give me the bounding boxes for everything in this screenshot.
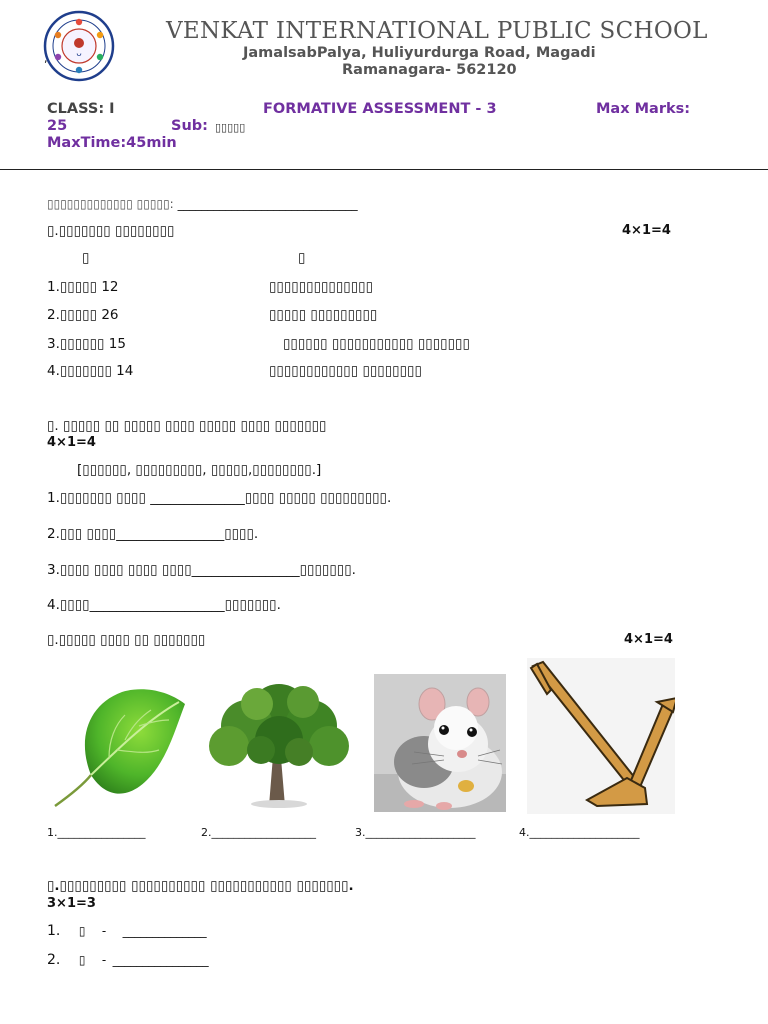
svg-text:ᴗ: ᴗ xyxy=(76,49,82,59)
student-name-label: ▯▯▯▯▯▯▯▯▯▯▯▯▯ ▯▯▯▯▯: xyxy=(47,197,174,211)
q4-item-1 xyxy=(47,923,207,939)
school-logo-icon xyxy=(43,10,115,82)
q4-item-1-letter: ▯ xyxy=(78,924,86,938)
school-name: VENKAT INTERNATIONAL PUBLIC SCHOOL xyxy=(166,18,708,44)
logo-side-mark: , xyxy=(44,52,48,65)
tree-icon xyxy=(199,676,359,814)
header-divider xyxy=(0,169,768,170)
q2-item-4-tail: ▯▯▯▯▯▯▯. xyxy=(224,597,281,613)
rat-picture xyxy=(374,674,506,812)
school-address-line2: Ramanagara- 562120 xyxy=(342,62,517,78)
q2-marks: 4×1=4 xyxy=(47,435,96,450)
q1-row-1-left: 1.▯▯▯▯▯ 12 xyxy=(47,279,119,295)
q2-item-4-blank[interactable]: ____________________ xyxy=(89,597,225,613)
q1-title: ▯.▯▯▯▯▯▯▯ ▯▯▯▯▯▯▯▯ xyxy=(47,223,175,239)
max-marks-label: Max Marks: xyxy=(596,101,691,117)
q3-title: ▯.▯▯▯▯▯ ▯▯▯▯ ▯▯ ▯▯▯▯▯▯▯ xyxy=(47,632,206,648)
q3-marks: 4×1=4 xyxy=(624,632,673,647)
q4-marks: 3×1=3 xyxy=(47,896,96,911)
subject-value: ▯▯▯▯▯ xyxy=(215,121,246,134)
max-time: MaxTime:45min xyxy=(47,135,177,151)
school-address-line1: JamalsabPalya, Huliyurdurga Road, Magadi xyxy=(243,45,596,61)
q2-item-3 xyxy=(47,562,356,578)
q2-item-3-tail: ▯▯▯▯▯▯▯. xyxy=(299,562,356,578)
subject-label: Sub: xyxy=(171,118,208,134)
q1-col-a-head: ▯ xyxy=(82,250,90,266)
tree-picture xyxy=(199,676,359,814)
q4-item-1-dash: - xyxy=(101,924,107,938)
q4-item-2-number: 2. xyxy=(47,952,61,968)
q1-row-4-right: ▯▯▯▯▯▯▯▯▯▯▯▯ ▯▯▯▯▯▯▯▯ xyxy=(269,363,422,379)
q2-item-2-text: 2.▯▯▯ ▯▯▯▯ xyxy=(47,526,117,542)
q2-title: ▯. ▯▯▯▯▯ ▯▯ ▯▯▯▯▯ ▯▯▯▯ ▯▯▯▯▯ ▯▯▯▯ ▯▯▯▯▯▯▯ xyxy=(47,418,327,434)
max-marks-value: 25 xyxy=(47,118,68,134)
q4-item-2-letter: ▯ xyxy=(78,953,86,967)
q2-item-3-text: 3.▯▯▯▯ ▯▯▯▯ ▯▯▯▯ ▯▯▯▯ xyxy=(47,562,192,578)
q3-answer-1[interactable]: 1.________________ xyxy=(47,826,146,839)
assessment-title: FORMATIVE ASSESSMENT - 3 xyxy=(263,101,497,117)
rat-icon xyxy=(374,674,506,812)
plough-picture xyxy=(527,658,675,814)
q2-item-1 xyxy=(47,490,391,506)
q2-item-1-text: 1.▯▯▯▯▯▯▯ ▯▯▯▯ xyxy=(47,490,151,506)
school-logo xyxy=(43,10,115,82)
leaf-picture xyxy=(47,680,189,814)
q1-row-1-right: ▯▯▯▯▯▯▯▯▯▯▯▯▯▯ xyxy=(269,279,374,295)
q1-marks: 4×1=4 xyxy=(622,223,671,238)
q4-title: ▯.▯▯▯▯▯▯▯▯▯ ▯▯▯▯▯▯▯▯▯▯ ▯▯▯▯▯▯▯▯▯▯▯ ▯▯▯▯▯▯▯. xyxy=(47,878,354,894)
class-label: CLASS: I xyxy=(47,101,115,117)
q4-item-1-number: 1. xyxy=(47,923,61,939)
q2-item-1-blank[interactable]: ______________ xyxy=(150,490,245,506)
q1-col-b-head: ▯ xyxy=(298,250,306,266)
q1-row-3-left: 3.▯▯▯▯▯▯ 15 xyxy=(47,336,126,352)
leaf-icon xyxy=(47,680,189,814)
q4-item-2-dash: - xyxy=(101,953,107,967)
q4-item-2 xyxy=(47,952,209,968)
q1-row-2-left: 2.▯▯▯▯▯ 26 xyxy=(47,307,119,323)
q4-item-1-blank[interactable]: ______________ xyxy=(122,924,207,938)
q1-row-3-right: ▯▯▯▯▯▯ ▯▯▯▯▯▯▯▯▯▯▯ ▯▯▯▯▯▯▯ xyxy=(283,336,470,352)
q2-item-2-blank[interactable]: ________________ xyxy=(116,526,225,542)
plough-icon xyxy=(527,658,675,814)
student-name-row xyxy=(47,197,358,211)
student-name-line[interactable]: ______________________________ xyxy=(177,197,358,211)
q2-options: [▯▯▯▯▯▯, ▯▯▯▯▯▯▯▯▯, ▯▯▯▯▯,▯▯▯▯▯▯▯▯.] xyxy=(77,462,322,478)
q3-answer-3[interactable]: 3.____________________ xyxy=(355,826,476,839)
q2-item-1-tail: ▯▯▯▯ ▯▯▯▯▯ ▯▯▯▯▯▯▯▯▯. xyxy=(244,490,392,506)
q1-row-2-right: ▯▯▯▯▯ ▯▯▯▯▯▯▯▯▯ xyxy=(269,307,378,323)
q2-item-2-tail: ▯▯▯▯. xyxy=(224,526,259,542)
q1-row-4-left: 4.▯▯▯▯▯▯▯ 14 xyxy=(47,363,134,379)
q3-answer-4[interactable]: 4.____________________ xyxy=(519,826,640,839)
q2-item-4 xyxy=(47,597,281,613)
q2-item-2 xyxy=(47,526,258,542)
q3-answer-2[interactable]: 2.___________________ xyxy=(201,826,316,839)
q2-item-4-text: 4.▯▯▯▯ xyxy=(47,597,90,613)
q4-item-2-blank[interactable]: ________________ xyxy=(112,953,209,967)
q2-item-3-blank[interactable]: ________________ xyxy=(191,562,300,578)
